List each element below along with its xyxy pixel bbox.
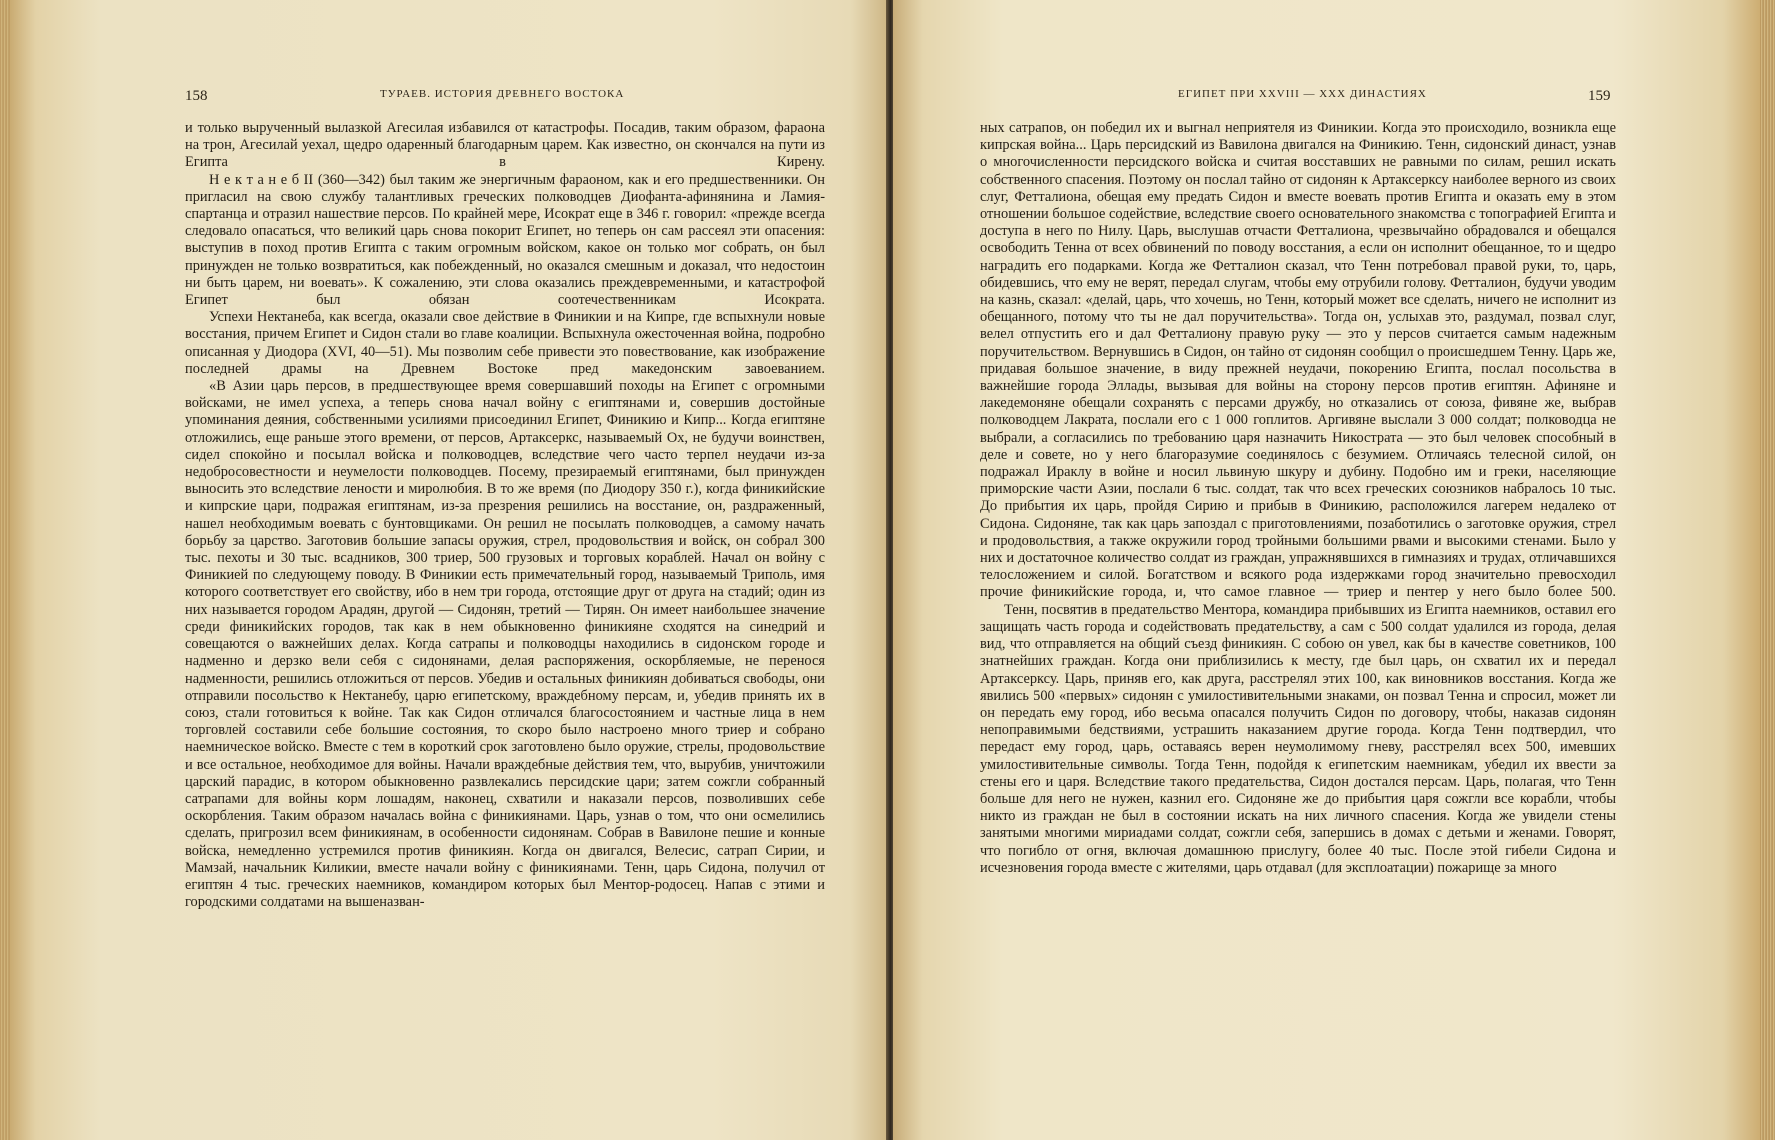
paragraph: ных сатрапов, он победил их и выгнал неприятеля из Финикии. Когда это происходило, возникла еще кипрская война... Царь персидский из Вавилона двигался на Финикию. Тенн, сидонский династ, узнав о многочисленности персидского войска и считая восставших не равными по силам, решил искать собственного спасения. Поэтому он послал тайно от сидонян к Артаксерксу наиболее верного из своих слуг, Фетталиона, обещая ему предать Сидон и вместе воевать против Египта и оказать ему в этом отношении большое содействие, вследствие своего основательного знакомства с топографией Египта и доступа в него по Нилу. Царь, выслушав отчасти Фетталиона, чрезвычайно обрадовался и обещался освободить Тенна от всех обвинений по поводу восстания, а если он исполнит обещанное, то и щедро наградить его подарками. Когда же Фетталион сказал, что Тенн потребовал правой руки, то, царь, обидевшись, что ему не верят, передал слугам, чтобы ему отрубили голову. Фетталион, будучи уводим на казнь, сказал: «делай, царь, что хочешь, но Тенн, который может все сделать, ничего не исполнит из обещанного, потому что ты не дал поручительства». Тогда он, услыхав это, раздумал, позвал слуг, велел отпустить его и дал Фетталиону правую руку — это у персов считается самым надежным поручительством. Вернувшись в Сидон, он тайно от сидонян сообщил о происшедшем Тенну. Царь же, придавая большое значение, в виду прежней неудачи, покорению Египта, послал посольства в важнейшие города Эллады, вызывая для войны на сторону персов против египтян. Афиняне и лакедемоняне обещали сохранять с персами дружбу, но отказались от союза, фивяне же, выбрав полководцем Лакрата, послали его с 1 000 гоплитов. Аргивяне выслали 3 000 солдат; полководца не выбрали, а согласились по требованию царя назначить Никострата — это был человек способный в деле и совете, но у него благоразумие соединялось с безумием. Отличаясь телесной силой, он подражал Ираклу в войне и носил львиную шкуру и дубину. Подобно им и греки, населяющие приморские части Азии, послали 6 тыс. солдат, так что всех греческих союзников набралось 10 тыс. До прибытия их царь, пройдя Сирию и прибыв в Финикию, расположился лагерем недалеко от Сидона. Сидоняне, так как царь запоздал с приготовлениями, позаботились о заготовке оружия, стрел и продовольствия, а также окружили город тройными большими рвами и высокими стенами. Было у них и достаточное количество солдат из граждан, упражнявшихся в гимназиях и трудах, отличавшихся телосложением и силой. Богатством и всякого рода издержками город значительно превосходил прочие финикийские города, и, что самое главное — триер и пентер у него было более 500. [980, 120, 1616, 601]
left-page-number: 158 [185, 88, 208, 104]
left-page-text [185, 120, 825, 911]
paragraph: Тенн, посвятив в предательство Ментора, командира прибывших из Египта наемников, оставил его защищать часть города и содействовать предательству, а сам с 500 солдат удалился из города, делая вид, что отправляется на общий съезд финикиян. С собою он увел, как бы в качестве советников, 100 знатнейших граждан. Когда они приблизились к месту, где был царь, он схватил их и передал Артаксерксу. Царь, приняв его, как друга, расстрелял этих 100, как виновников восстания. Когда же явились 500 «первых» сидонян с умилостивительными знаками, он позвал Тенна и спросил, может ли он передать ему город, ибо весьма опасался получить Сидон по договору, чтобы, наказав сидонян непоправимыми бедствиями, устрашить наказанием другие города. Когда Тенн подтвердил, что передаст ему город, царь, оставаясь верен неумолимому гневу, расстрелял всех 500, имевших умилостивительные символы. Тогда Тенн, подойдя к египетским наемникам, убедил их ввести за стены его и царя. Вследствие такого предательства, Сидон достался персам. Царь, полагая, что Тенн больше для него не нужен, казнил его. Сидоняне же до прибытия царя сожгли все корабли, чтобы никто из граждан не был в состоянии искать на них личного спасения. Когда же увидели стены занятыми многими мириадами солдат, сожгли себя, запершись в домах с детьми и женами. Говорят, что погибло от огня, включая домашнюю прислугу, более 40 тыс. После этой гибели Сидона и исчезновения города вместе с жителями, царь отдавал (для эксплоатации) пожарище за много [980, 601, 1616, 876]
right-page-edges [1760, 0, 1775, 1140]
right-page [893, 0, 1765, 1140]
paragraph: «В Азии царь персов, в предшествующее время совершавший походы на Египет с огромными войсками, не имел успеха, а теперь снова начал войну с египтянами и, совершив достойные упоминания деяния, собственными усилиями присоединил Египет, Финикию и Кипр... Когда египтяне отложились, еще раньше этого времени, от персов, Артаксеркс, называемый Ох, не будучи воинствен, сидел спокойно и посылал войска и полководцев, вследствие чего часто терпел неудачи из-за недобросовестности и неумелости полководцев. Посему, презираемый египтянами, был принужден выносить это вследствие лености и миролюбия. В то же время (по Диодору 350 г.), когда финикийские и кипрские цари, подражая египтянам, из-за презрения решились на восстание, он, раздраженный, нашел необходимым воевать с бунтовщиками. Он решил не посылать полководцев, а самому начать борьбу за царство. Заготовив большие запасы оружия, стрел, продовольствия и войск, он собрал 300 тыс. пехоты и 30 тыс. всадников, 300 триер, 500 грузовых и торговых кораблей. Начал он войну с Финикией по следующему поводу. В Финикии есть примечательный город, называемый Триполь, имя которого соответствует его свойству, ибо в нем три города, отстоящие друг от друга на стадий; один из них называется городом Арадян, другой — Сидонян, третий — Тирян. Он имеет наибольшее значение среди финикийских городов, так как в нем обыкновенно финикияне сходятся на синедрий и совещаются о важнейших делах. Когда сатрапы и полководцы находились в сидонском городе и надменно и дерзко вели себя с сидонянами, делая распоряжения, оскорбляемые, не перенося надменности, решились отложиться от персов. Убедив и остальных финикиян добиваться свободы, они отправили посольство к Нектанебу, царю египетскому, враждебному персам, и, убедив принять их в союз, стали готовиться к войне. Так как Сидон отличался благосостоянием и частные лица в нем торговлей составили себе большие состояния, то скоро было настроено много триер и собрано наемническое войско. Вместе с тем в короткий срок заготовлено было оружие, стрелы, продовольствие и все остальное, необходимое для войны. Начали враждебные действия тем, что, вырубив, уничтожили царский парадис, в котором обыкновенно развлекались персидские цари; затем сожгли собранный сатрапами для войны корм лошадям, наконец, схватили и наказали персов, позволивших себе оскорбления. Таким образом началась война с финикиянами. Царь, узнав о том, что они осмелились сделать, пригрозил всем финикиянам, в особенности сидонянам. Собрав в Вавилоне пешие и конные войска, немедленно устремился против финикиян. Когда он двигался, Велесис, сатрап Сирии, и Мамзай, начальник Киликии, вместе начали войну с финикиянами. Тенн, царь Сидона, получил от египтян 4 тыс. греческих наемников, командиром которых был Ментор-родосец. Напав с этими и городскими солдатами на вышеназван- [185, 378, 825, 911]
right-page-text [980, 120, 1616, 877]
paragraph: Н е к т а н е б II (360—342) был таким же энергичным фараоном, как и его предшественники. Он пригласил на свою службу талантливых греческих полководцев Диофанта-афинянина и Ламия-спартанца и отразил нашествие персов. По крайней мере, Исократ еще в 346 г. говорил: «прежде всегда следовало опасаться, что великий царь снова покорит Египет, но теперь он сам рассеял эти опасения: выступив в поход против Египта с таким огромным войском, какое он только мог собрать, он был принужден не только возвратиться, как побежденный, но оказался смешным и доказал, что недостоин ни быть царем, ни воевать». К сожалению, эти слова оказались преждевременными, и катастрофой Египет был обязан соотечественникам Исократа. [185, 171, 825, 309]
left-running-head: ТУРАЕВ. ИСТОРИЯ ДРЕВНЕГО ВОСТОКА [380, 88, 625, 100]
right-running-head: ЕГИПЕТ ПРИ XXVIII — XXX ДИНАСТИЯХ [1178, 88, 1427, 100]
paragraph: Успехи Нектанеба, как всегда, оказали свое действие в Финикии и на Кипре, где вспыхнули новые восстания, причем Египет и Сидон стали во главе коалиции. Вспыхнула ожесточенная война, подробно описанная у Диодора (XVI, 40—51). Мы позволим себе привести это повествование, как изображение последней драмы на Древнем Востоке пред македонским завоеванием. [185, 309, 825, 377]
left-page [10, 0, 888, 1140]
right-page-number: 159 [1588, 88, 1611, 104]
paragraph: и только вырученный вылазкой Агесилая избавился от катастрофы. Посадив, таким образом, фараона на трон, Агесилай уехал, щедро одаренный благодарным царем. Как известно, он скончался на пути из Египта в Кирену. [185, 120, 825, 171]
